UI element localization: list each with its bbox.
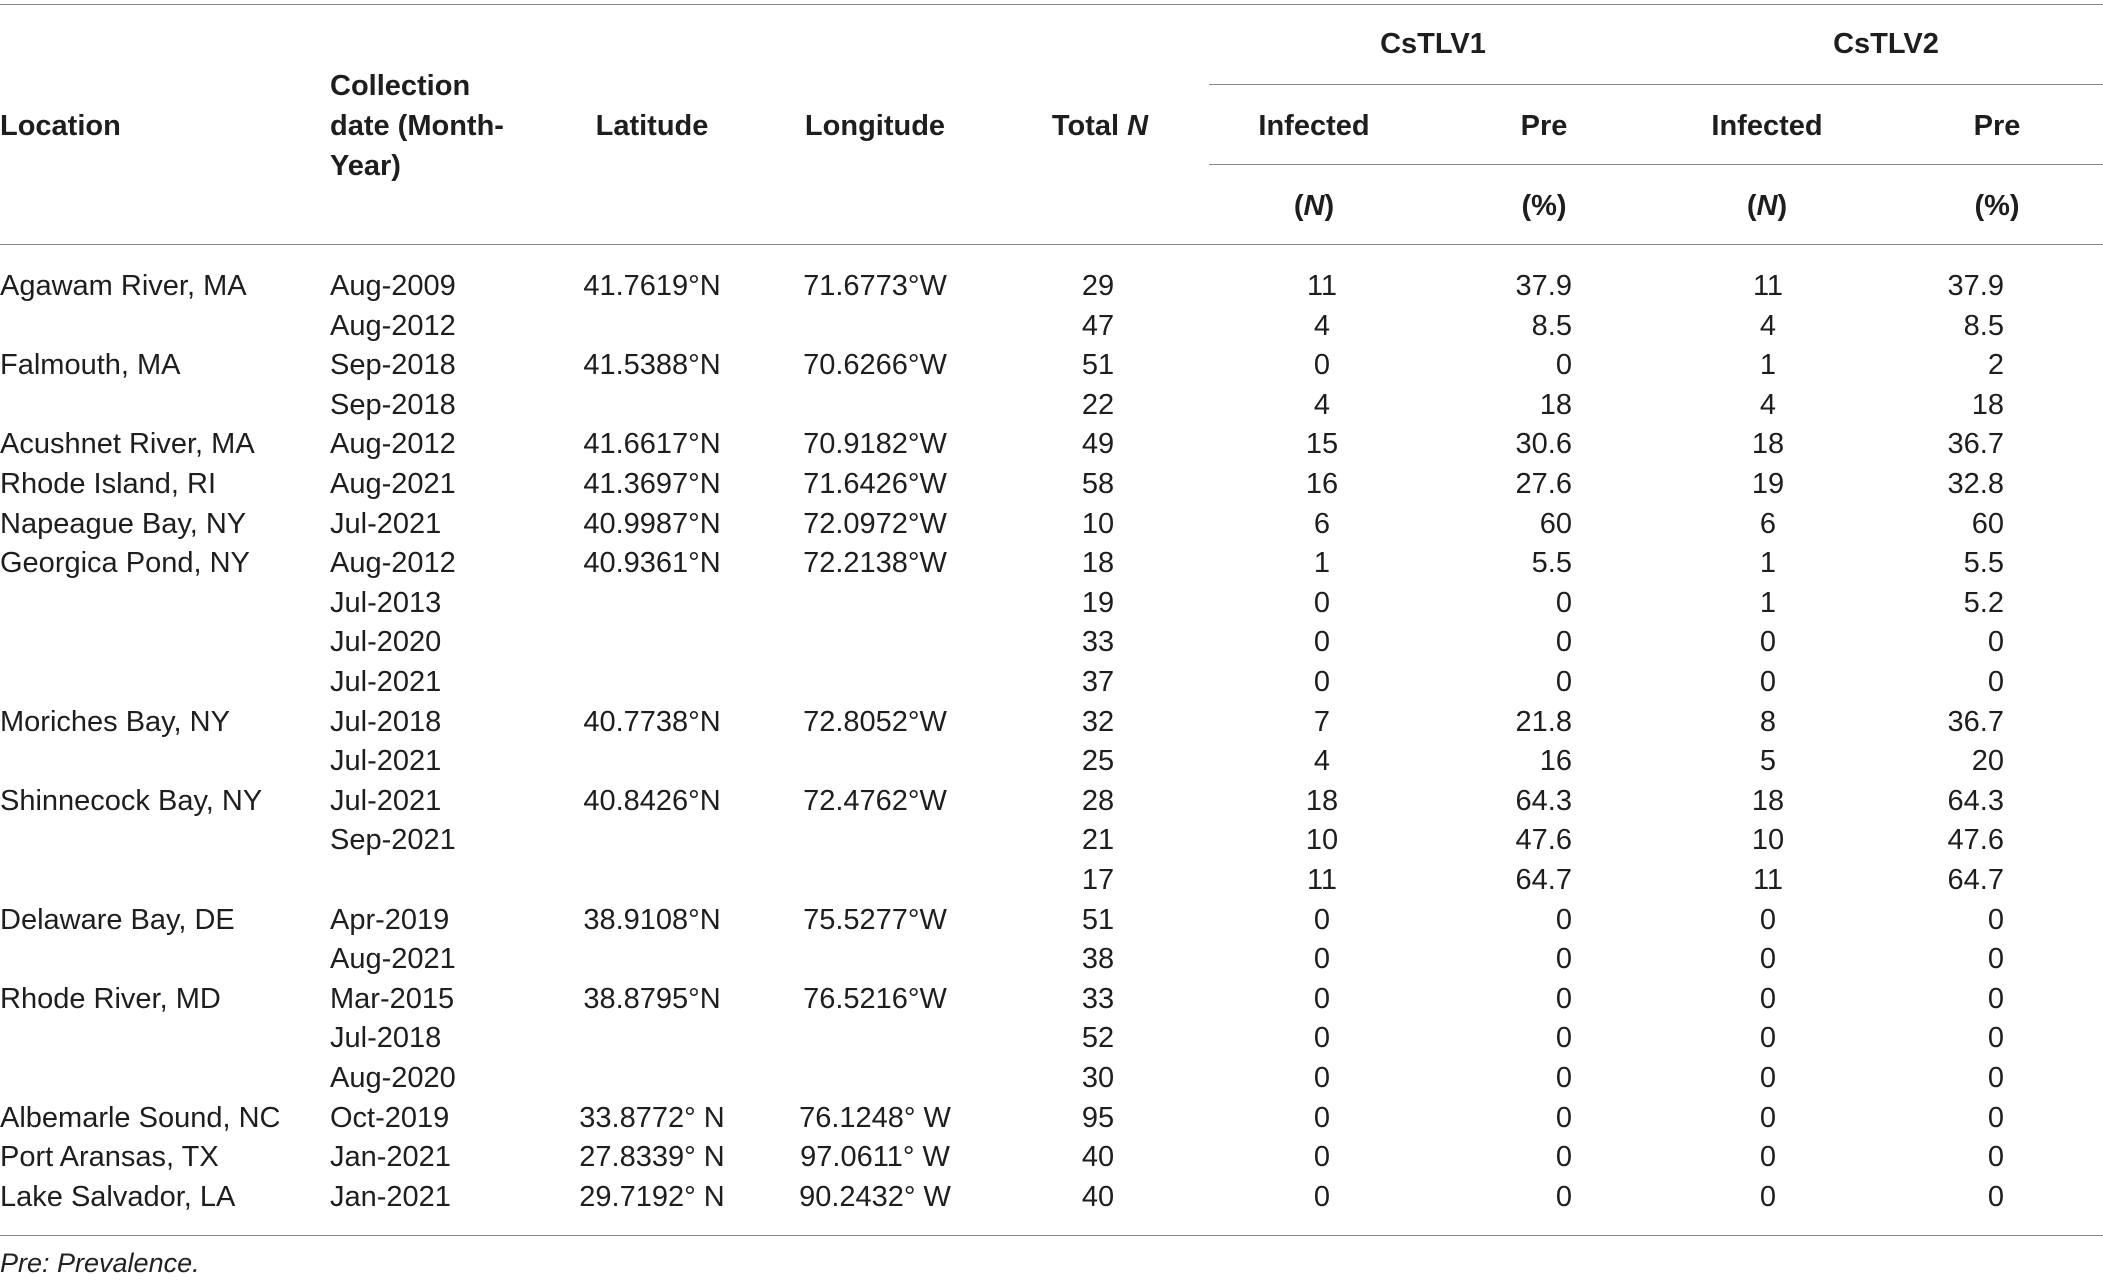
cell-date: Sep-2021 [330, 824, 456, 857]
cell-longitude: 75.5277°W [803, 903, 947, 936]
header-collection-date-line-3: Year) [330, 150, 401, 182]
cell-cstlv1-infected: 0 [1313, 1062, 1331, 1094]
cell-cstlv2-infected: 18 [1751, 428, 1785, 461]
cell-cstlv2-pre: 47.6 [1947, 824, 2004, 857]
footnote: Pre: Prevalence. [0, 1248, 200, 1278]
cell-cstlv2-pre: 0 [1987, 626, 2004, 659]
cell-cstlv2-infected: 0 [1759, 1062, 1777, 1094]
cell-total-n: 29 [1081, 270, 1115, 302]
header-infected-2: Infected [1711, 110, 1823, 142]
cell-cstlv1-infected: 7 [1313, 705, 1331, 738]
cell-latitude: 40.7738°N [583, 705, 721, 738]
cell-total-n: 38 [1081, 943, 1115, 976]
cell-cstlv1-pre: 0 [1555, 903, 1572, 936]
group-rule [1209, 84, 2103, 85]
cell-cstlv1-infected: 0 [1313, 349, 1331, 382]
cell-cstlv1-pre: 16 [1539, 745, 1572, 778]
cell-location: Acushnet River, MA [0, 428, 255, 461]
cell-cstlv1-pre: 64.3 [1515, 784, 1572, 817]
cell-cstlv2-infected: 0 [1759, 1141, 1777, 1174]
cell-longitude: 72.8052°W [803, 705, 947, 738]
cell-cstlv1-pre: 64.7 [1515, 864, 1572, 896]
cell-cstlv1-pre: 0 [1555, 982, 1572, 1015]
cell-date: Jul-2018 [330, 705, 442, 738]
cell-cstlv2-pre: 0 [1987, 982, 2004, 1015]
cell-cstlv2-infected: 18 [1751, 784, 1785, 817]
cell-total-n: 25 [1081, 745, 1115, 778]
cell-date: Jul-2021 [330, 666, 442, 698]
cell-longitude: 76.5216°W [803, 982, 947, 1015]
unit-close: ) [1324, 190, 1335, 222]
cell-longitude: 71.6426°W [803, 468, 947, 500]
cell-cstlv1-pre: 0 [1555, 1062, 1572, 1094]
cell-cstlv1-infected: 10 [1305, 824, 1339, 857]
cell-date: Aug-2021 [330, 943, 456, 976]
cell-cstlv1-infected: 4 [1313, 309, 1331, 342]
header-latitude: Latitude [595, 110, 709, 142]
cell-cstlv1-infected: 1 [1313, 547, 1331, 580]
cell-cstlv2-infected: 5 [1759, 745, 1777, 778]
cell-date: Jul-2020 [330, 626, 442, 659]
cell-cstlv2-pre: 60 [1971, 507, 2004, 540]
cell-location: Albemarle Sound, NC [0, 1101, 281, 1134]
cell-cstlv1-pre: 0 [1555, 1141, 1572, 1174]
top-rule [0, 4, 2103, 5]
cell-longitude: 72.0972°W [803, 507, 947, 540]
cell-cstlv1-pre: 8.5 [1531, 309, 1572, 342]
cell-cstlv1-infected: 11 [1306, 270, 1338, 302]
cell-total-n: 28 [1081, 784, 1115, 817]
cell-cstlv2-infected: 0 [1759, 1101, 1777, 1134]
cell-date: Aug-2012 [330, 428, 456, 461]
cell-latitude: 41.6617°N [583, 428, 721, 461]
cell-date: Oct-2019 [330, 1101, 450, 1134]
cell-latitude: 40.8426°N [583, 784, 721, 817]
cell-location: Lake Salvador, LA [0, 1180, 236, 1213]
cell-location: Agawam River, MA [0, 270, 247, 302]
cell-date: Mar-2015 [330, 982, 455, 1015]
header-group-cstlv1: CsTLV1 [1380, 28, 1486, 60]
cell-latitude: 38.8795°N [583, 982, 721, 1015]
table-bottom-rule [0, 1235, 2103, 1236]
cell-cstlv1-pre: 60 [1539, 507, 1572, 540]
cell-longitude: 71.6773°W [803, 270, 947, 302]
cell-location: Shinnecock Bay, NY [0, 784, 263, 817]
cell-cstlv2-pre: 0 [1987, 943, 2004, 976]
cell-cstlv2-pre: 36.7 [1947, 705, 2004, 738]
cell-cstlv1-infected: 6 [1313, 507, 1331, 540]
cell-cstlv1-pre: 18 [1539, 388, 1572, 421]
cell-cstlv1-pre: 27.6 [1515, 468, 1572, 500]
cell-total-n: 40 [1081, 1180, 1115, 1213]
cell-cstlv2-infected: 0 [1759, 903, 1777, 936]
cell-date: Aug-2012 [330, 547, 456, 580]
cell-cstlv2-pre: 0 [1987, 1022, 2004, 1055]
header-collection-date-line-1: Collection [330, 70, 471, 102]
header-infected-1: Infected [1258, 110, 1370, 142]
cell-total-n: 33 [1081, 626, 1115, 659]
cell-cstlv1-infected: 11 [1306, 864, 1338, 896]
cell-total-n: 47 [1081, 309, 1115, 342]
cell-cstlv1-pre: 0 [1555, 1180, 1572, 1213]
cell-date: Jul-2021 [330, 507, 442, 540]
cell-location: Napeague Bay, NY [0, 507, 247, 540]
cell-latitude: 41.3697°N [583, 468, 721, 500]
cell-longitude: 70.9182°W [803, 428, 947, 461]
header-collection-date-line-2: date (Month- [330, 110, 504, 142]
cell-location: Delaware Bay, DE [0, 903, 235, 936]
cell-cstlv1-infected: 0 [1313, 903, 1331, 936]
cell-cstlv2-infected: 0 [1759, 982, 1777, 1015]
header-pre-2: Pre [1973, 110, 2021, 142]
cell-cstlv1-infected: 0 [1313, 586, 1331, 619]
cell-cstlv2-pre: 5.2 [1963, 586, 2004, 619]
cell-cstlv1-infected: 0 [1313, 1022, 1331, 1055]
cell-cstlv2-infected: 0 [1759, 1022, 1777, 1055]
cell-cstlv2-infected: 11 [1752, 270, 1784, 302]
cell-total-n: 95 [1081, 1101, 1115, 1134]
cell-cstlv2-infected: 10 [1751, 824, 1785, 857]
cell-cstlv2-infected: 0 [1759, 1180, 1777, 1213]
cell-date: Sep-2018 [330, 349, 456, 382]
header-unit-n-2 [1667, 186, 1867, 226]
cell-date: Aug-2009 [330, 270, 456, 302]
cell-cstlv2-pre: 5.5 [1963, 547, 2004, 580]
cell-cstlv1-infected: 15 [1305, 428, 1339, 461]
unit-open: ( [1746, 190, 1757, 222]
cell-total-n: 51 [1081, 349, 1115, 382]
header-location: Location [0, 110, 121, 142]
cell-cstlv2-pre: 0 [1987, 1180, 2004, 1213]
cell-cstlv1-pre: 0 [1555, 1022, 1572, 1055]
cell-cstlv1-pre: 30.6 [1515, 428, 1572, 461]
cell-date: Aug-2012 [330, 309, 456, 342]
cell-cstlv1-pre: 0 [1555, 943, 1572, 976]
cell-cstlv2-infected: 0 [1759, 943, 1777, 976]
cell-cstlv2-infected: 4 [1759, 388, 1777, 421]
cell-longitude: 72.4762°W [803, 784, 947, 817]
cell-total-n: 17 [1081, 864, 1115, 896]
subheader-rule [1209, 164, 2103, 165]
cell-date: Aug-2021 [330, 468, 456, 500]
cell-cstlv2-pre: 0 [1987, 1101, 2004, 1134]
cell-total-n: 58 [1081, 468, 1115, 500]
cell-total-n: 22 [1081, 388, 1115, 421]
cell-date: Jul-2013 [330, 586, 442, 619]
cell-latitude: 40.9361°N [583, 547, 721, 580]
cell-cstlv1-infected: 0 [1313, 666, 1331, 698]
unit-close: ) [1777, 190, 1788, 222]
cell-date: Jan-2021 [330, 1180, 451, 1213]
cell-cstlv1-infected: 0 [1313, 1101, 1331, 1134]
cell-cstlv2-pre: 64.3 [1947, 784, 2004, 817]
cell-cstlv1-infected: 0 [1313, 982, 1331, 1015]
cell-date: Jul-2018 [330, 1022, 442, 1055]
cell-cstlv1-infected: 0 [1313, 626, 1331, 659]
header-unit-pct-2: (%) [1974, 190, 2020, 222]
cell-total-n: 19 [1081, 586, 1115, 619]
cell-date: Apr-2019 [330, 903, 450, 936]
cell-total-n: 10 [1081, 507, 1115, 540]
cell-date: Jan-2021 [330, 1141, 451, 1174]
cell-total-n: 49 [1081, 428, 1115, 461]
header-unit-n-1 [1214, 186, 1414, 226]
header-collection-date [330, 66, 504, 186]
cell-latitude: 41.5388°N [583, 349, 721, 382]
header-bottom-rule [0, 244, 2103, 245]
header-unit-pct-1: (%) [1521, 190, 1567, 222]
cell-cstlv2-infected: 6 [1759, 507, 1777, 540]
cell-cstlv2-infected: 1 [1759, 547, 1777, 580]
cell-cstlv2-infected: 19 [1751, 468, 1785, 500]
cell-cstlv1-pre: 0 [1555, 1101, 1572, 1134]
header-longitude: Longitude [804, 110, 946, 142]
cell-cstlv2-infected: 1 [1759, 349, 1777, 382]
cell-longitude: 90.2432° W [799, 1180, 951, 1213]
cell-latitude: 33.8772° N [579, 1101, 725, 1134]
cell-cstlv2-infected: 0 [1759, 626, 1777, 659]
header-pre-1: Pre [1520, 110, 1568, 142]
header-total-n-var: N [1127, 110, 1149, 142]
cell-cstlv2-pre: 37.9 [1947, 270, 2004, 302]
cell-latitude: 41.7619°N [583, 270, 721, 302]
cell-cstlv2-pre: 8.5 [1963, 309, 2004, 342]
cell-cstlv1-infected: 16 [1305, 468, 1339, 500]
cell-total-n: 40 [1081, 1141, 1115, 1174]
cell-longitude: 97.0611° W [800, 1141, 950, 1174]
unit-var: N [1756, 190, 1778, 222]
cell-total-n: 33 [1081, 982, 1115, 1015]
cell-latitude: 29.7192° N [579, 1180, 725, 1213]
cell-cstlv1-infected: 18 [1305, 784, 1339, 817]
cell-date: Jul-2021 [330, 784, 442, 817]
cell-cstlv1-pre: 5.5 [1531, 547, 1572, 580]
cell-cstlv2-infected: 1 [1759, 586, 1777, 619]
header-total-n-label: Total [1051, 110, 1128, 142]
cell-location: Port Aransas, TX [0, 1141, 219, 1174]
cell-cstlv2-pre: 2 [1987, 349, 2004, 382]
cell-total-n: 37 [1081, 666, 1115, 698]
cell-cstlv2-pre: 36.7 [1947, 428, 2004, 461]
cell-cstlv2-pre: 20 [1971, 745, 2004, 778]
cell-longitude: 70.6266°W [803, 349, 947, 382]
cell-date: Jul-2021 [330, 745, 442, 778]
cell-cstlv2-pre: 0 [1987, 666, 2004, 698]
header-total-n [1000, 106, 1200, 146]
cell-cstlv2-infected: 8 [1759, 705, 1777, 738]
cell-latitude: 27.8339° N [579, 1141, 725, 1174]
cell-total-n: 18 [1081, 547, 1115, 580]
cell-location: Rhode Island, RI [0, 468, 217, 500]
cell-date: Aug-2020 [330, 1062, 456, 1094]
cell-date: Sep-2018 [330, 388, 456, 421]
cell-cstlv1-pre: 0 [1555, 349, 1572, 382]
cell-cstlv2-pre: 0 [1987, 1141, 2004, 1174]
cell-cstlv2-pre: 32.8 [1947, 468, 2004, 500]
cell-total-n: 21 [1081, 824, 1115, 857]
cell-total-n: 51 [1081, 903, 1115, 936]
header-group-cstlv2: CsTLV2 [1833, 28, 1939, 60]
cell-cstlv1-infected: 4 [1313, 388, 1331, 421]
cell-cstlv1-infected: 0 [1313, 1141, 1331, 1174]
cell-longitude: 76.1248° W [799, 1101, 951, 1134]
cell-cstlv2-pre: 64.7 [1947, 864, 2004, 896]
cell-cstlv2-pre: 0 [1987, 903, 2004, 936]
cell-location: Moriches Bay, NY [0, 705, 230, 738]
cell-cstlv1-pre: 0 [1555, 586, 1572, 619]
cell-latitude: 38.9108°N [583, 903, 721, 936]
cell-total-n: 32 [1081, 705, 1115, 738]
cell-cstlv1-pre: 21.8 [1515, 705, 1572, 738]
cell-cstlv1-infected: 4 [1313, 745, 1331, 778]
cell-cstlv1-pre: 37.9 [1515, 270, 1572, 302]
cell-cstlv1-infected: 0 [1313, 943, 1331, 976]
cell-latitude: 40.9987°N [583, 507, 721, 540]
cell-cstlv1-pre: 0 [1555, 666, 1572, 698]
cell-cstlv2-infected: 11 [1752, 864, 1784, 896]
cell-cstlv1-infected: 0 [1313, 1180, 1331, 1213]
cell-total-n: 30 [1081, 1062, 1115, 1094]
cell-cstlv2-infected: 0 [1759, 666, 1777, 698]
cell-cstlv2-pre: 0 [1987, 1062, 2004, 1094]
cell-cstlv1-pre: 47.6 [1515, 824, 1572, 857]
cell-location: Georgica Pond, NY [0, 547, 250, 580]
cell-cstlv2-pre: 18 [1971, 388, 2004, 421]
cell-cstlv2-infected: 4 [1759, 309, 1777, 342]
unit-var: N [1303, 190, 1325, 222]
cell-total-n: 52 [1081, 1022, 1115, 1055]
unit-open: ( [1293, 190, 1304, 222]
cell-longitude: 72.2138°W [803, 547, 947, 580]
cell-cstlv1-pre: 0 [1555, 626, 1572, 659]
cell-location: Falmouth, MA [0, 349, 181, 382]
cell-location: Rhode River, MD [0, 982, 221, 1015]
